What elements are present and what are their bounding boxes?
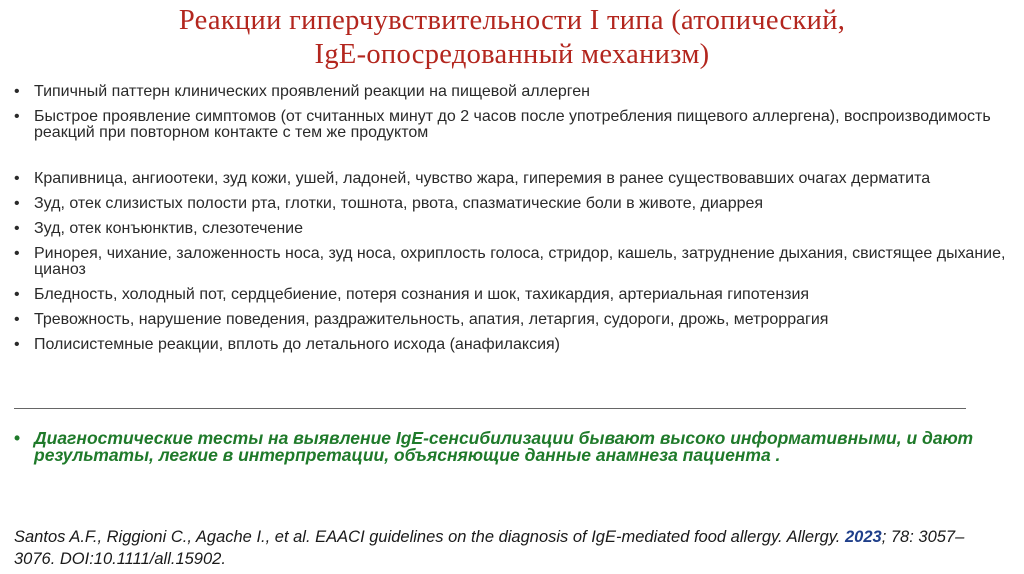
citation — [14, 526, 1004, 570]
bullet-marker: • — [14, 220, 20, 237]
bullet-marker: • — [14, 170, 20, 187]
list-item-text: Зуд, отек конъюнктив, слезотечение — [34, 220, 303, 237]
slide-title — [0, 4, 1024, 72]
list-item — [14, 221, 1014, 237]
citation-text: Santos A.F., Riggioni C., Agache I., et al. EAACI guidelines on the diagnosis of IgE-mediated food allergy. Allergy. — [14, 528, 841, 546]
bullet-marker: • — [14, 311, 20, 328]
bullet-marker: • — [14, 245, 20, 262]
bullet-marker: • — [14, 195, 20, 212]
list-item — [14, 171, 1014, 187]
list-item-text: Бледность, холодный пот, сердцебиение, потеря сознания и шок, тахикардия, артериальная гипотензия — [34, 286, 810, 303]
list-item — [14, 287, 1014, 303]
bullet-marker: • — [14, 83, 20, 100]
list-item-text: Крапивница, ангиоотеки, зуд кожи, ушей, ладоней, чувство жара, гиперемия в ранее существовавших очагах дерматита — [34, 170, 931, 187]
list-item-text: Тревожность, нарушение поведения, раздражительность, апатия, летаргия, судороги, дрожь, метроррагия — [34, 311, 829, 328]
list-item — [14, 109, 1014, 141]
symptom-list — [14, 84, 1014, 362]
citation-details: ; 78: 3057–3076. DOI:10.1111/all.15902. — [14, 528, 965, 568]
highlight-text: Диагностические тесты на выявление IgE-сенсибилизации бывают высоко информативными, и дают результаты, легкие в интерпретации, объясняющие данные анамнеза пациента . — [34, 428, 974, 465]
bullet-marker: • — [14, 336, 20, 353]
bullet-marker: • — [14, 286, 20, 303]
bullet-marker: • — [14, 428, 21, 448]
list-item — [14, 246, 1014, 278]
divider — [14, 408, 966, 409]
list-item-text: Быстрое проявление симптомов (от считанных минут до 2 часов после употребления пищевого аллергена), воспроизводимость реакций при повторном контакте с тем же продуктом — [34, 108, 991, 141]
diagnostic-highlight — [14, 430, 1014, 464]
list-item-text: Полисистемные реакции, вплоть до летального исхода (анафилаксия) — [34, 336, 560, 353]
list-item — [14, 84, 1014, 100]
list-item-text: Ринорея, чихание, заложенность носа, зуд носа, охриплость голоса, стридор, кашель, затруднение дыхания, свистящее дыхание, цианоз — [34, 245, 1006, 278]
list-item — [14, 337, 1014, 353]
list-item-text: Типичный паттерн клинических проявлений реакции на пищевой аллерген — [34, 83, 590, 100]
slide-title-line-1: Реакции гиперчувствительности I типа (атопический, — [178, 5, 846, 36]
list-item — [14, 196, 1014, 212]
list-item — [14, 312, 1014, 328]
list-item-text: Зуд, отек слизистых полости рта, глотки, тошнота, рвота, спазматические боли в животе, диаррея — [34, 195, 764, 212]
citation-year: 2023 — [844, 528, 882, 546]
bullet-marker: • — [14, 108, 20, 125]
slide-title-line-2: IgE-опосредованный механизм) — [314, 39, 710, 70]
